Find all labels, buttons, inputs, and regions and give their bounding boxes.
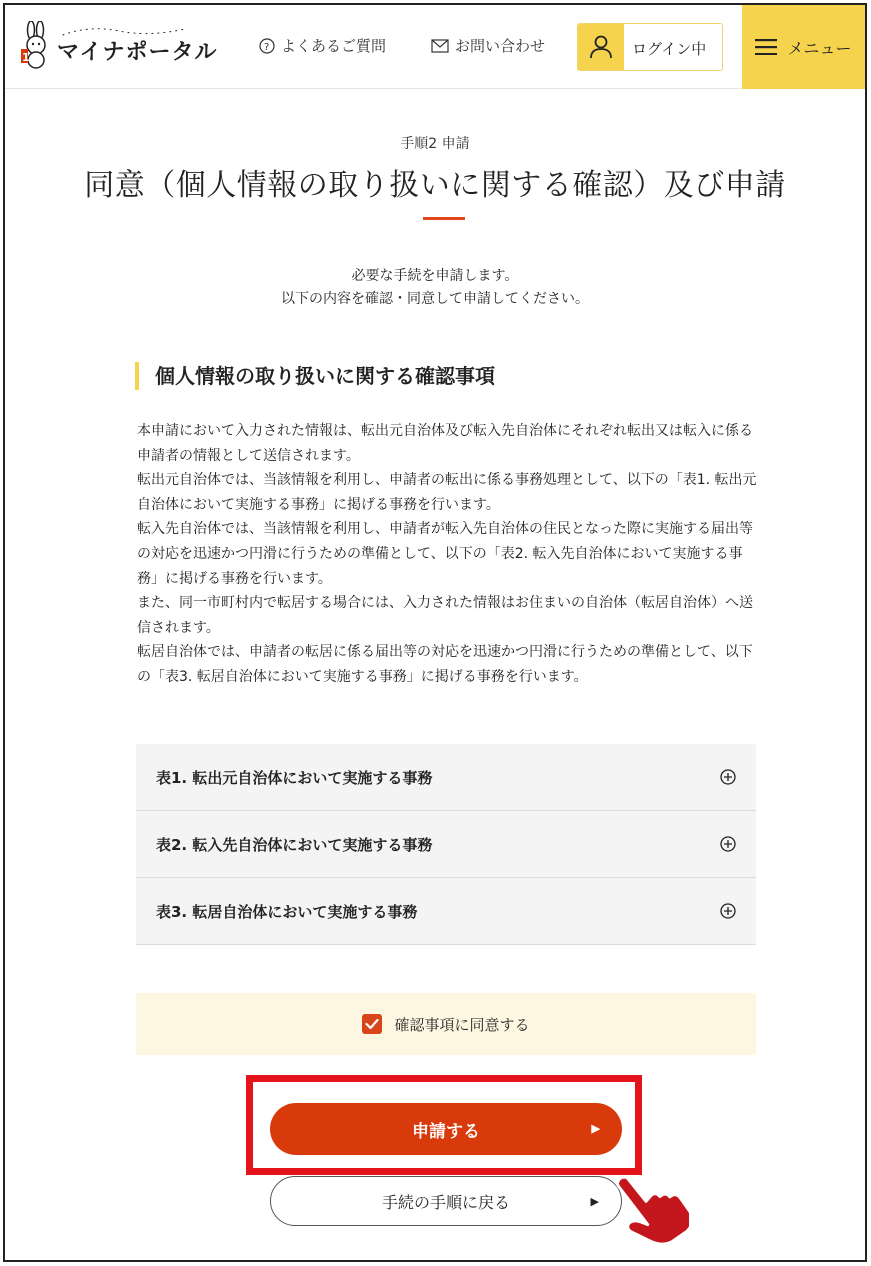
intro-line: 必要な手続を申請します。 [351,268,519,284]
logo[interactable] [19,21,218,69]
accordion [136,744,756,945]
page-title: 同意（個人情報の取り扱いに関する確認）及び申請 [84,168,786,203]
user-icon [590,35,612,59]
accordion-item-table2[interactable] [136,811,756,878]
faq-label: よくあるご質問 [281,37,387,55]
plus-circle-icon [720,769,736,785]
page-frame [3,3,867,1262]
consent-label[interactable]: 確認事項に同意する [394,1015,530,1034]
logo-label: マイナポータル [57,39,218,65]
apply-label: 申請する [412,1121,480,1141]
logo-text [57,35,218,66]
body-paragraph: 転居自治体では、申請者の転居に係る届出等の対応を迅速かつ円滑に行うための準備として、以下の「表3. 転居自治体において実施する事務」に掲げる事務を行います。 [137,644,753,685]
svg-text:1: 1 [22,51,30,64]
body-paragraph: また、同一市町村内で転居する場合には、入力された情報はお住まいの自治体（転居自治体）へ送信されます。 [137,595,753,636]
menu-label: メニュー [787,38,852,58]
body-paragraph: 転入先自治体では、当該情報を利用し、申請者が転入先自治体の住民となった際に実施する届出等の対応を迅速かつ円滑に行うための準備として、以下の「表2. 転入先自治体において実施する事務」に掲げる事務を行います。 [137,521,753,587]
triangle-right-icon: ▶ [591,1123,600,1135]
check-icon [365,1018,379,1030]
section-heading: 個人情報の取り扱いに関する確認事項 [135,362,495,390]
accordion-item-table1[interactable] [136,744,756,811]
back-label: 手続の手順に戻る [381,1194,510,1212]
accordion-label: 表3. 転居自治体において実施する事務 [156,902,418,921]
consent-checkbox[interactable] [362,1014,382,1034]
faq-link[interactable] [259,35,386,56]
hamburger-icon [755,39,777,55]
intro-text [5,265,865,311]
contact-label: お問い合わせ [455,37,546,55]
privacy-body-text [137,419,759,690]
accordion-label: 表2. 転入先自治体において実施する事務 [156,835,433,854]
mail-icon [431,39,449,53]
plus-circle-icon [720,836,736,852]
consent-box [136,993,756,1055]
accordion-label: 表1. 転出元自治体において実施する事務 [156,768,433,787]
title-underline [423,217,465,220]
svg-text:?: ? [264,41,270,53]
body-paragraph: 本申請において入力された情報は、転出元自治体及び転入先自治体にそれぞれ転出又は転入に係る申請者の情報として送信されます。 [137,423,753,464]
contact-link[interactable] [431,35,545,56]
logo-dots-decoration [59,25,189,37]
login-label: ログイン中 [632,40,707,58]
pointing-hand-icon [609,1163,689,1255]
mascot-icon [19,21,53,69]
intro-line: 以下の内容を確認・同意して申請してください。 [281,291,589,307]
plus-circle-icon [720,903,736,919]
triangle-right-icon: ▶ [590,1196,599,1208]
back-to-steps-button[interactable] [270,1176,622,1226]
question-circle-icon [259,38,275,54]
step-label: 手順2 申請 [400,136,470,152]
body-paragraph: 転出元自治体では、当該情報を利用し、申請者の転出に係る事務処理として、以下の「表1. 転出元自治体において実施する事務」に掲げる事務を行います。 [137,472,757,513]
login-status-button[interactable] [577,23,723,71]
accordion-item-table3[interactable] [136,878,756,945]
apply-button[interactable] [270,1103,622,1155]
site-header [5,5,865,89]
menu-button[interactable] [742,5,865,89]
login-icon-box [578,24,624,70]
